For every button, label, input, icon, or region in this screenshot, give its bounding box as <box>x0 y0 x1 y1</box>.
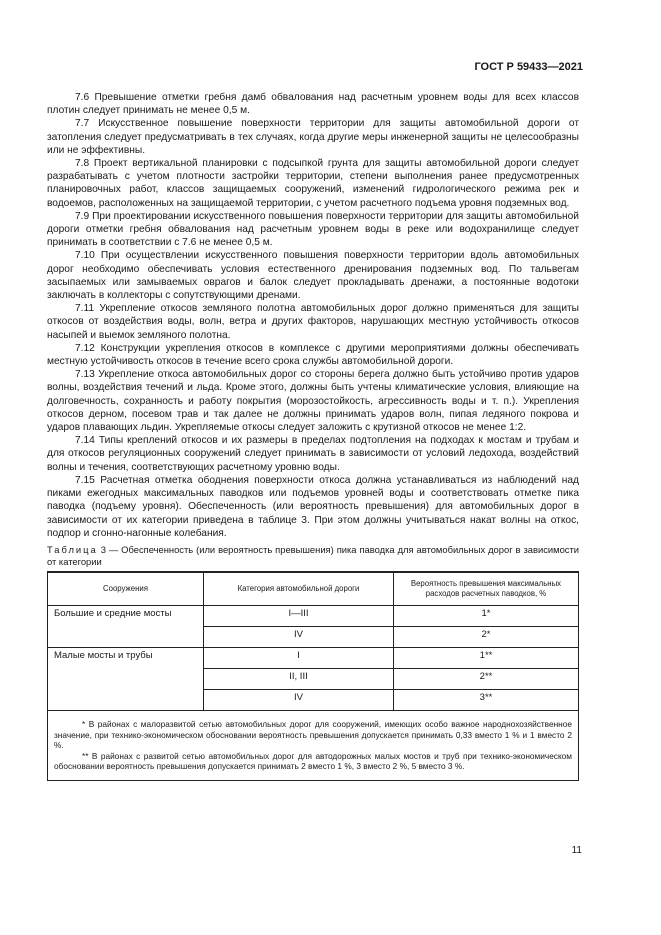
clause-7-13: 7.13 Укрепление откоса автомобильных дорог со стороны берега должно быть устойчиво против ударов волны, воздействия течений и льда. Кроме этого, должны быть учтены климатические условия, влияющие на долговечность, сохранность и работу покрытия (морозостойкость, агрессивность воды и т. п.). Укрепления откосов дерном, посевом трав и так далее не должны принимать ударов волн, пипая ледяного покрова и ударов плавающих льдин. Укрепляемые откосы следует заложить с крутизной откосов не менее 1:2. <box>47 369 579 434</box>
page-number: 11 <box>571 845 582 856</box>
probability-cell: 2** <box>394 668 579 689</box>
structure-cell: Большие и средние мосты <box>48 605 204 626</box>
header-exceedance-probability: Вероятность превышения максимальных расходов расчетных паводков, % <box>394 572 579 606</box>
structure-cell-continued <box>48 626 204 647</box>
table-note-2: ** В районах с развитой сетью автомобильных дорог для автодорожных малых мостов и труб при технико-экономическом обосновании вероятность превышения допускается принимать 2 вместо 1 %, 3 вместо 2 %, 5 вместо 3 %. <box>54 750 572 772</box>
probability-cell: 2* <box>394 626 579 647</box>
table-header-row <box>48 572 579 606</box>
document-standard-code: ГОСТ Р 59433—2021 <box>474 61 583 73</box>
clause-7-14: 7.14 Типы креплений откосов и их размеры в пределах подтопления на подходах к мостам и трубам и для откосов регуляционных сооружений следует принимать в зависимости от условий ледохода, воздействий волны и течения, соответствующих расчетному уровню воды. <box>47 435 579 473</box>
category-cell: I—III <box>204 605 394 626</box>
clause-7-8: 7.8 Проект вертикальной планировки с подсыпкой грунта для защиты автомобильной дороги следует разрабатывать с учетом плотности застройки территории, степени выполнения ранее предусмотренных планировочных работ, классов защищаемых сооружений, изменений гидрологического режима рек и водоемов, расположенных на защищаемой территории, с учетом расчетного подъема уровня подземных вод. <box>47 158 579 209</box>
clause-7-15: 7.15 Расчетная отметка ободнения поверхности откоса должна устанавливаться из наблюдений над пиками ежегодных максимальных паводков или подъемов уровней воды и соответствовать отметке пика паводка (подъему уровня). Обеспеченность (или вероятность превышения) для автомобильных дорог в зависимости от их категории приведена в таблице 3. При этом должны учитываться накат волны на откос, подпор и сгонно-нагонные колебания. <box>47 474 579 539</box>
probability-cell: 1* <box>394 605 579 626</box>
table-notes-row <box>48 710 579 780</box>
clause-7-10: 7.10 При осуществлении искусственного повышения поверхности территории вдоль автомобильных дорог необходимо обеспечивать условия естественного дренирования подземных вод. По тальвегам засыпаемых или замываемых оврагов и балок следует прокладывать дренажи, а постоянные водотоки заключать в коллекторы с сопутствующими дренами. <box>47 250 579 302</box>
category-cell: I <box>204 647 394 668</box>
table-caption <box>47 544 579 568</box>
table-row <box>48 668 579 689</box>
clause-7-9: 7.9 При проектировании искусственного повышения поверхности территории для защиты автомобильной дороги отметки гребня обвалования над расчетным уровнем воды в реке или водохранилище следует принимать в соответствии с 7.6 не менее 0,5 м. <box>47 210 579 249</box>
table-notes <box>48 710 579 780</box>
structure-cell: Малые мосты и трубы <box>48 647 204 668</box>
header-road-category: Категория автомобильной дороги <box>204 572 394 606</box>
table-caption-label: Таблица <box>47 543 98 555</box>
document-body <box>47 91 579 781</box>
table-row <box>48 647 579 668</box>
clause-7-7: 7.7 Искусственное повышение поверхности территории для защиты автомобильной дороги от затопления следует предусматривать в тех случаях, когда другие меры инженерной защиты не целесообразны или не эффективны. <box>47 118 579 156</box>
table-row <box>48 689 579 710</box>
table-row <box>48 626 579 647</box>
header-structures: Сооружения <box>48 572 204 606</box>
probability-cell: 1** <box>394 647 579 668</box>
category-cell: IV <box>204 626 394 647</box>
structure-cell-continued <box>48 689 204 710</box>
table-3 <box>47 571 579 781</box>
category-cell: II, III <box>204 668 394 689</box>
table-note-1: * В районах с малоразвитой сетью автомобильных дорог для сооружений, имеющих особо важное народнохозяйственное значение, при технико-экономическом обосновании вероятность превышения допускается принимать 0,33 вместо 1 % и 1 вместо 2 %. <box>54 718 572 751</box>
clause-7-12: 7.12 Конструкции укрепления откосов в комплексе с другими мероприятиями должны обеспечивать местную устойчивость откосов в течение всего срока службы автомобильной дороги. <box>47 342 579 368</box>
structure-cell-continued <box>48 668 204 689</box>
clause-7-6: 7.6 Превышение отметки гребня дамб обвалования над расчетным уровнем воды для всех классов плотин следует принимать не менее 0,5 м. <box>47 92 579 117</box>
table-row <box>48 605 579 626</box>
category-cell: IV <box>204 689 394 710</box>
table-caption-text: 3 — Обеспеченность (или вероятность превышения) пика паводка для автомобильных дорог в зависимости от категории <box>47 543 579 567</box>
clause-7-11: 7.11 Укрепление откосов земляного полотна автомобильных дорог должно применяться для защиты откосов от воздействия воды, волн, ветра и других факторов, нарушающих местную устойчивость откосов насыпей и выемок земляного полотна. <box>47 303 579 341</box>
probability-cell: 3** <box>394 689 579 710</box>
